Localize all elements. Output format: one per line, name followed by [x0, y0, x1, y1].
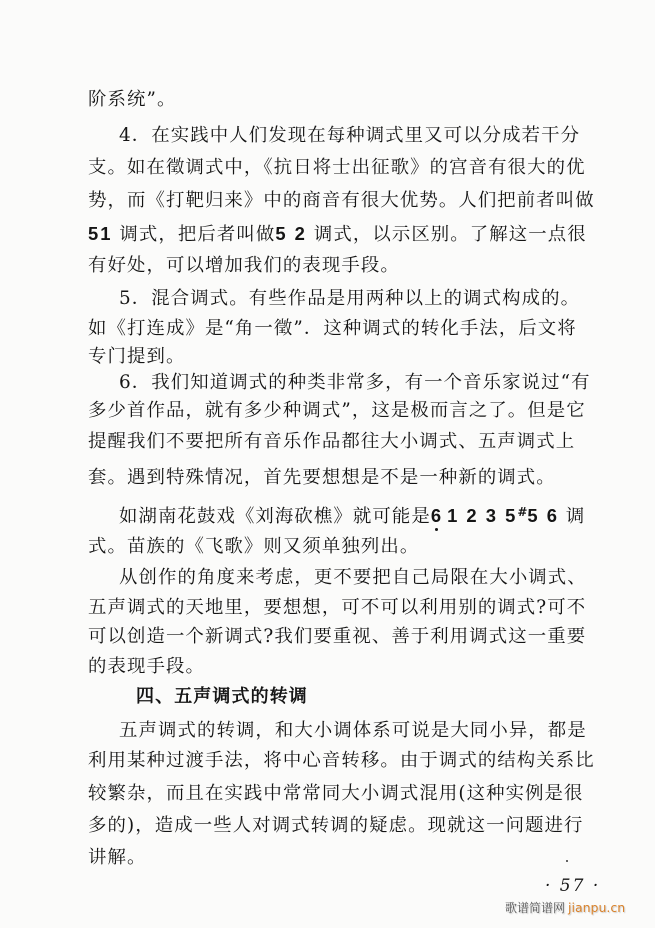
text-line: 五声调式的天地里，要想想，可不可以利用别的调式?可不 — [88, 597, 587, 618]
watermark-site-name: 歌谱简谱网 — [505, 901, 566, 915]
text-line: 的表现手段。 — [88, 656, 205, 677]
text-line: 套。遇到特殊情况，首先要想想是不是一种新的调式。 — [88, 467, 556, 488]
text-line: 式。苗族的《飞歌》则又须单独列出。 — [88, 536, 420, 557]
paragraph-start: 从创作的角度来考虑，更不要把自己局限在大小调式、 — [119, 567, 587, 588]
watermark-url: jianpu.cn — [568, 900, 626, 915]
low-note-6: 6 — [430, 505, 444, 526]
text-segment: 调 — [558, 506, 586, 527]
paragraph-6-start: 6．我们知道调式的种类非常多，有一个音乐家说过“有 — [119, 372, 591, 393]
scale-notes: 1 2 3 5 — [447, 505, 518, 526]
scale-notes-tail: 5 6 — [527, 505, 559, 526]
text-line: 讲解。 — [88, 847, 147, 868]
watermark — [505, 899, 625, 916]
text-line: 如《打连成》是“角一徵”．这种调式的转化手法，后文将 — [88, 318, 577, 339]
paragraph-4-start: 4．在实践中人们发现在每种调式里又可以分成若干分 — [119, 125, 581, 146]
text-line: 利用某种过渡手法，将中心音转移。由于调式的结构关系比 — [88, 750, 595, 771]
sharp-sign: # — [517, 505, 528, 519]
text-line: 可以创造一个新调式?我们要重视、善于利用调式这一重要 — [88, 626, 587, 647]
text-line: 较繁杂，而且在实践中常常同大小调式混用(这种实例是很 — [88, 783, 584, 804]
mode-number-51: 51 — [88, 223, 113, 244]
text-line: 阶系统”。 — [88, 89, 177, 110]
section-heading: 四、五声调式的转调 — [136, 686, 308, 707]
mode-number-52: 5 2 — [275, 223, 307, 244]
text-line: 专门提到。 — [88, 346, 186, 367]
text-line-with-notation — [88, 222, 587, 247]
text-segment: 调式，把后者叫做 — [112, 224, 276, 245]
page-number: · 57 · — [545, 876, 601, 896]
paragraph-5-start: 5．混合调式。有些作品是用两种以上的调式构成的。 — [119, 288, 581, 309]
text-line: 多少首作品，就有多少种调式”，这是极而言之了。但是它 — [88, 400, 586, 421]
text-line: 势，而《打靶归来》中的商音有很大优势。人们把前者叫做 — [88, 190, 595, 211]
scan-speck — [566, 860, 568, 862]
text-line-with-notation — [119, 500, 599, 529]
text-segment: 如湖南花鼓戏《刘海砍樵》就可能是 — [119, 506, 431, 527]
text-segment: 调式，以示区别。了解这一点很 — [306, 224, 587, 245]
text-line: 多的)，造成一些人对调式转调的疑虑。现就这一问题进行 — [88, 815, 584, 836]
text-line: 提醒我们不要把所有音乐作品都往大小调式、五声调式上 — [88, 431, 576, 452]
paragraph-start: 五声调式的转调，和大小调体系可说是大同小异，都是 — [119, 720, 587, 741]
text-line: 支。如在徵调式中，《抗日将士出征歌》的宫音有很大的优 — [88, 157, 586, 178]
text-line: 有好处，可以增加我们的表现手段。 — [88, 255, 400, 276]
